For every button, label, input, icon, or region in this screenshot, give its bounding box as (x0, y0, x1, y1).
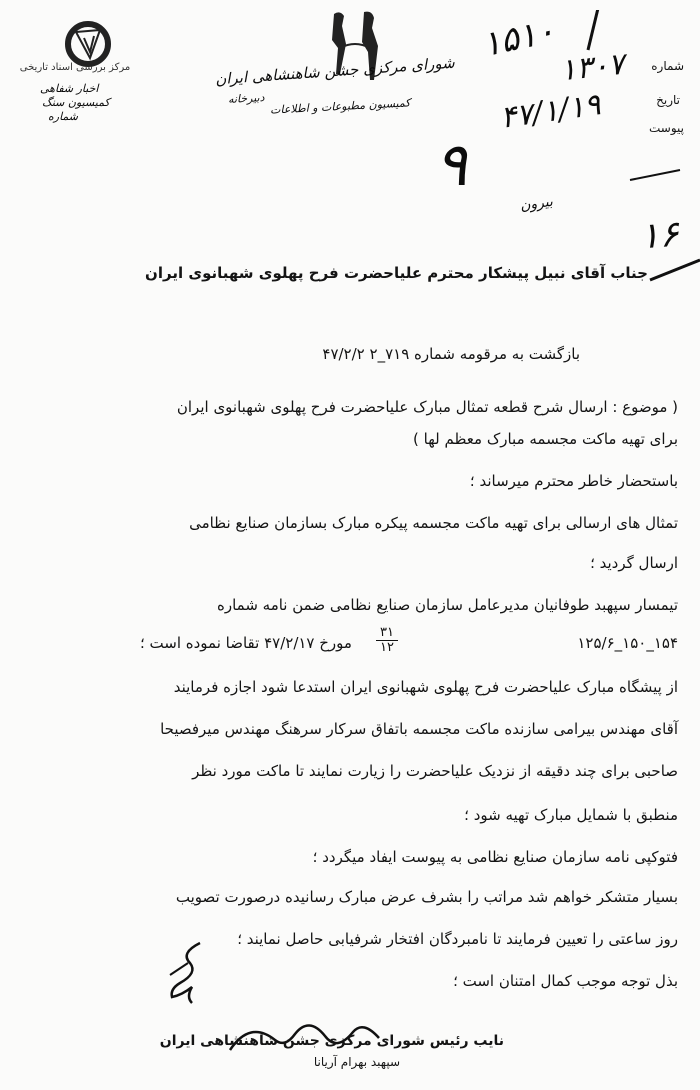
body-line-3: ارسال گردید ؛ (590, 554, 678, 572)
margin-number: ۱۵۱۰ (478, 10, 559, 66)
side-scribble: بیرون (519, 193, 554, 215)
body-line-7: آقای مهندس بیرامی سازنده ماکت مجسمه باتفاق سرکار سرهنگ مهندس میرفصیحا (160, 720, 678, 738)
recipient-line: جناب آقای نبیل پیشکار محترم علیاحضرت فرح پهلوی شهبانوی ایران (145, 264, 648, 282)
body-line-10: فتوکپی نامه سازمان صنایع نظامی به پیوست ایفاد میگردد ؛ (312, 848, 678, 866)
reference-fraction (376, 626, 398, 656)
fraction-denominator: ۱۲ (380, 640, 394, 656)
letterhead-org-name: شورای مرکزی جشن شاهنشاهی ایران (214, 53, 456, 89)
body-line-6: از پیشگاه مبارک علیاحضرت فرح پهلوی شهبانوی ایران استدعا شود اجازه فرمایند (173, 678, 678, 696)
subject-line-1: ( موضوع : ارسال شرح قطعه تمثال مبارک علیاحضرت فرح پهلوی شهبانوی ایران (176, 398, 678, 416)
body-line-2: تمثال های ارسالی برای تهیه ماکت مجسمه پیکره مبارک بسازمان صنایع نظامی (189, 514, 678, 532)
stamp-text-left: کمیسیون مطبوعات و اطلاعات (269, 96, 411, 117)
reference-line: بازگشت به مرقومه شماره ۷۱۹_۲ ۴۷/۲/۲ (322, 345, 580, 363)
label-date: تاریخ (656, 93, 680, 107)
note-left-mid: کمیسیون سنگ (42, 96, 110, 109)
note-left-bottom: شماره (48, 110, 79, 123)
body-line-5-date: مورخ ۴۷/۲/۱۷ تقاضا نموده است ؛ (140, 634, 352, 652)
margin-page: ۱۶ (638, 213, 681, 258)
stamp-text-right: دبیرخانه (227, 91, 265, 106)
body-line-4: تیمسار سپهبد طوفانیان مدیرعامل سازمان صنایع نظامی ضمن نامه شماره (216, 596, 678, 614)
body-line-1: باستحضار خاطر محترم میرساند ؛ (469, 472, 678, 490)
top-note: ۹ (435, 130, 468, 200)
watermark-text: مرکز بررسی اسناد تاریخی (19, 62, 131, 73)
body-line-12: روز ساعتی را تعیین فرمایند تا نامبردگان افتخار شرفیابی حاصل نمایند ؛ (237, 930, 678, 948)
body-line-9: منطبق با شمایل مبارک تهیه شود ؛ (464, 806, 678, 824)
signature-title: نایب رئیس شورای مرکزی جشن شاهنشاهی ایران (159, 1033, 504, 1049)
signature-name: سپهبد بهرام آریانا (313, 1055, 400, 1069)
margin-underline (560, 10, 700, 300)
label-number: شماره (651, 59, 684, 73)
label-attachment: پیوست (649, 121, 684, 135)
date-value: ۴۷/۱/۱۹ (498, 87, 603, 136)
body-line-8: صاحبی برای چند دقیقه از نزدیک علیاحضرت را زیارت نمایند تا ماکت مورد نظر (192, 762, 678, 780)
subject-line-2: برای تهیه ماکت مجسمه مبارک معظم لها ) (413, 430, 678, 448)
body-line-11: بسیار متشکر خواهم شد مراتب را بشرف عرض مبارک رسانیده درصورت تصویب (175, 888, 678, 906)
number-value: ۱۳۰۷ (558, 46, 627, 89)
handwritten-signature-1 (140, 935, 260, 1015)
fraction-numerator: ۳۱ (376, 626, 398, 641)
note-left-top: اخبار شفاهی (40, 82, 99, 95)
body-line-5-number: ۱۲۵/۶_۱۵۰_۱۵۴ (577, 634, 678, 652)
body-line-13: بذل توجه موجب کمال امتنان است ؛ (453, 972, 678, 990)
